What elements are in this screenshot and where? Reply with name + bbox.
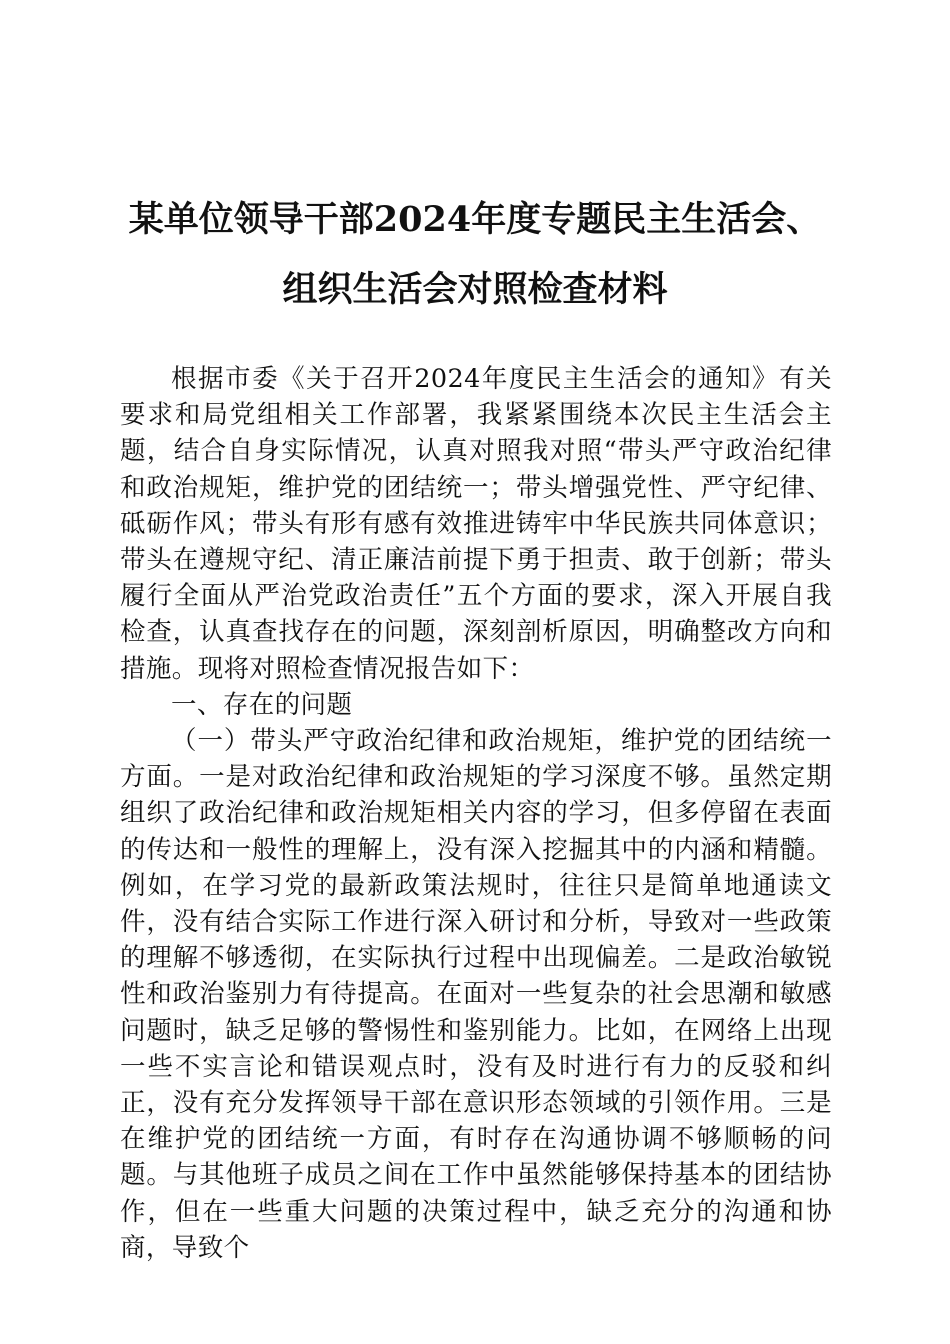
- section-paragraph: （一）带头严守政治纪律和政治规矩，维护党的团结统一方面。一是对政治纪律和政治规矩的学习深度不够。虽然定期组织了政治纪律和政治规矩相关内容的学习，但多停留在表面的传达和一般性的理解上，没有深入挖掘其中的内涵和精髓。例如，在学习党的最新政策法规时，往往只是简单地通读文件，没有结合实际工作进行深入研讨和分析，导致对一些政策的理解不够透彻，在实际执行过程中出现偏差。二是政治敏锐性和政治鉴别力有待提高。在面对一些复杂的社会思潮和敏感问题时，缺乏足够的警惕性和鉴别能力。比如，在网络上出现一些不实言论和错误观点时，没有及时进行有力的反驳和纠正，没有充分发挥领导干部在意识形态领域的引领作用。三是在维护党的团结统一方面，有时存在沟通协调不够顺畅的问题。与其他班子成员之间在工作中虽然能够保持基本的团结协作，但在一些重大问题的决策过程中，缺乏充分的沟通和协商，导致个: [120, 726, 832, 1263]
- document-title-line-1: 某单位领导干部2024年度专题民主生活会、: [128, 199, 822, 240]
- document-body: [120, 361, 832, 1266]
- intro-paragraph: 根据市委《关于召开2024年度民主生活会的通知》有关要求和局党组相关工作部署，我紧紧围绕本次民主生活会主题，结合自身实际情况，认真对照我对照“带头严守政治纪律和政治规矩，维护党的团结统一；带头增强党性、严守纪律、砥砺作风；带头有形有感有效推进铸牢中华民族共同体意识；带头在遵规守纪、清正廉洁前提下勇于担责、敢于创新；带头履行全面从严治党政治责任”五个方面的要求，深入开展自我检查，认真查找存在的问题，深刻剖析原因，明确整改方向和措施。现将对照检查情况报告如下：: [120, 364, 832, 684]
- document-title-line-2: 组织生活会对照检查材料: [282, 269, 668, 310]
- section-heading: 一、存在的问题: [171, 689, 353, 720]
